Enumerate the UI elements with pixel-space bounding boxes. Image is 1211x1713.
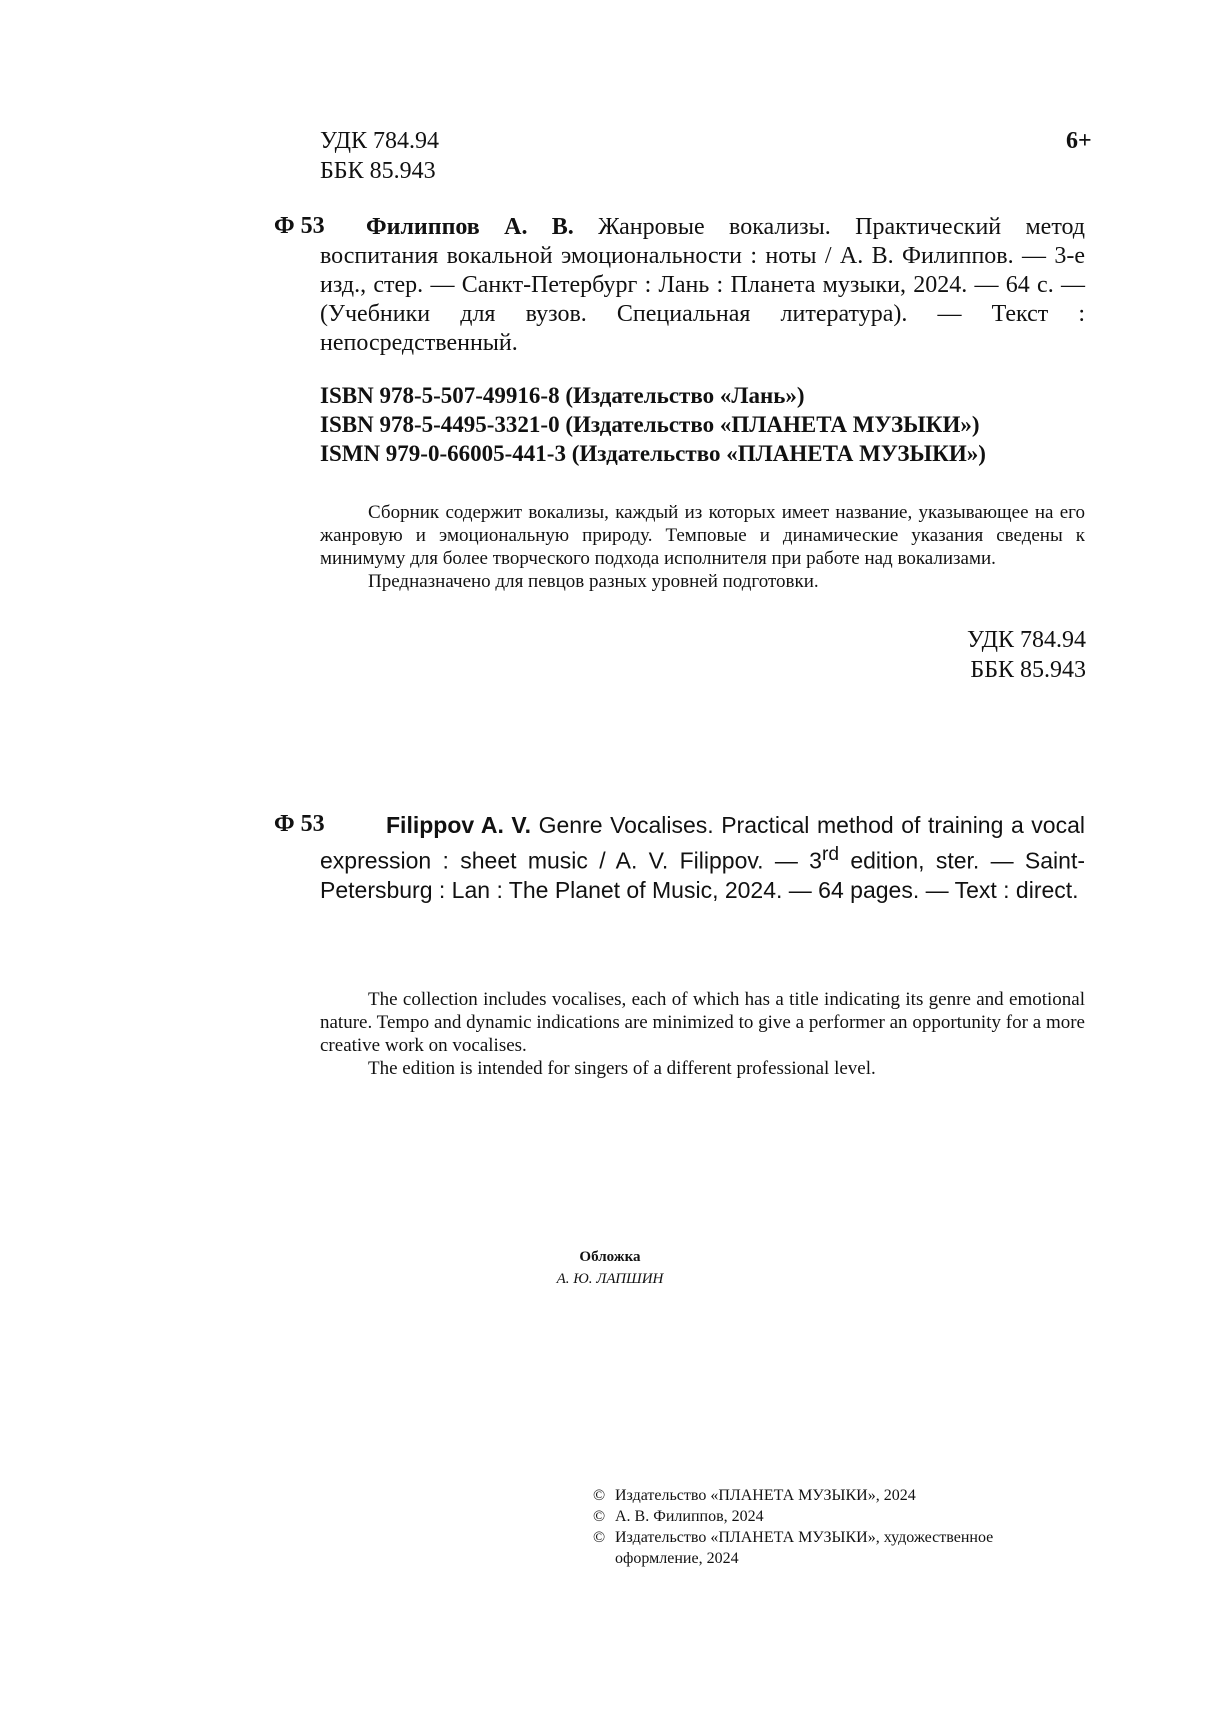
isbn-planet: ISBN 978-5-4495-3321-0 (Издательство «ПЛАНЕТА МУЗЫКИ»): [320, 412, 980, 437]
copyright-symbol: ©: [593, 1487, 606, 1504]
top-classification: [320, 126, 439, 186]
isbn-list: [320, 381, 986, 468]
ru-author: Филиппов А. В.: [366, 214, 574, 240]
en-entry-text-1: Genre Vocalises. Practical method of training a vocal expression : sheet music / A. V. Filippov. — 3: [320, 812, 1085, 874]
ismn-planet: ISMN 979-0-66005-441-3 (Издательство «ПЛАНЕТА МУЗЫКИ»): [320, 441, 986, 466]
en-entry-text-2: edition, ster. — Saint-Petersburg : Lan : The Planet of Music, 2024. — 64 pages. — Text : direct.: [320, 847, 1085, 903]
ru-annotation-para-1: Сборник содержит вокализы, каждый из которых имеет название, указывающее на его жанровую и эмоциональную природу. Темповые и динамические указания сведены к минимуму для более творческого подхода исполнителя при работе над вокализами.: [320, 502, 1085, 569]
en-entry-sup: rd: [821, 844, 840, 865]
udk-code: УДК 784.94: [320, 128, 439, 154]
ru-bibliographic-entry: [320, 213, 1085, 358]
en-annotation-para-1: The collection includes vocalises, each of which has a title indicating its genre and emotional nature. Tempo and dynamic indications are minimized to give a performer an opportunity for a more creative work on vocalises.: [320, 989, 1085, 1056]
copyright-line: [593, 1527, 1043, 1569]
en-annotation: [320, 988, 1085, 1080]
age-rating: 6+: [1066, 128, 1092, 154]
ru-annotation-para-2: Предназначено для певцов разных уровней подготовки.: [368, 571, 819, 592]
footer-bbk: ББК 85.943: [970, 657, 1086, 683]
ru-author-code: Ф 53: [274, 213, 325, 239]
cover-credit: [550, 1246, 670, 1290]
footer-classification: [967, 625, 1086, 685]
copyright-line-text: А. В. Филиппов, 2024: [615, 1508, 764, 1525]
footer-udk: УДК 784.94: [967, 627, 1086, 653]
en-annotation-para-2: The edition is intended for singers of a different professional level.: [368, 1058, 876, 1079]
credit-name: А. Ю. ЛАПШИН: [556, 1271, 664, 1287]
en-bibliographic-entry: [320, 811, 1085, 905]
copyright-line-text: Издательство «ПЛАНЕТА МУЗЫКИ», 2024: [615, 1487, 916, 1504]
isbn-lan: ISBN 978-5-507-49916-8 (Издательство «Лань»): [320, 383, 805, 408]
en-author-code: Ф 53: [274, 811, 325, 837]
ru-annotation: [320, 501, 1085, 593]
credit-role: Обложка: [579, 1249, 641, 1265]
copyright-line: [593, 1506, 1043, 1527]
copyright-line: [593, 1485, 1043, 1506]
en-author: Filippov A. V.: [386, 812, 532, 838]
copyright-symbol: ©: [593, 1529, 606, 1546]
copyright-block: [593, 1485, 1043, 1569]
copyright-symbol: ©: [593, 1508, 606, 1525]
bbk-code: ББК 85.943: [320, 158, 436, 184]
copyright-line-text: Издательство «ПЛАНЕТА МУЗЫКИ», художественное оформление, 2024: [615, 1529, 994, 1567]
ru-entry-text: Жанровые вокализы. Практический метод воспитания вокальной эмоциональности : ноты / А. В. Филиппов. — 3-е изд., стер. — Санкт-Петербург : Лань : Планета музыки, 2024. — 64 с. — (Учебники для вузов. Специальная литература). — Текст : непосредственный.: [320, 214, 1086, 356]
